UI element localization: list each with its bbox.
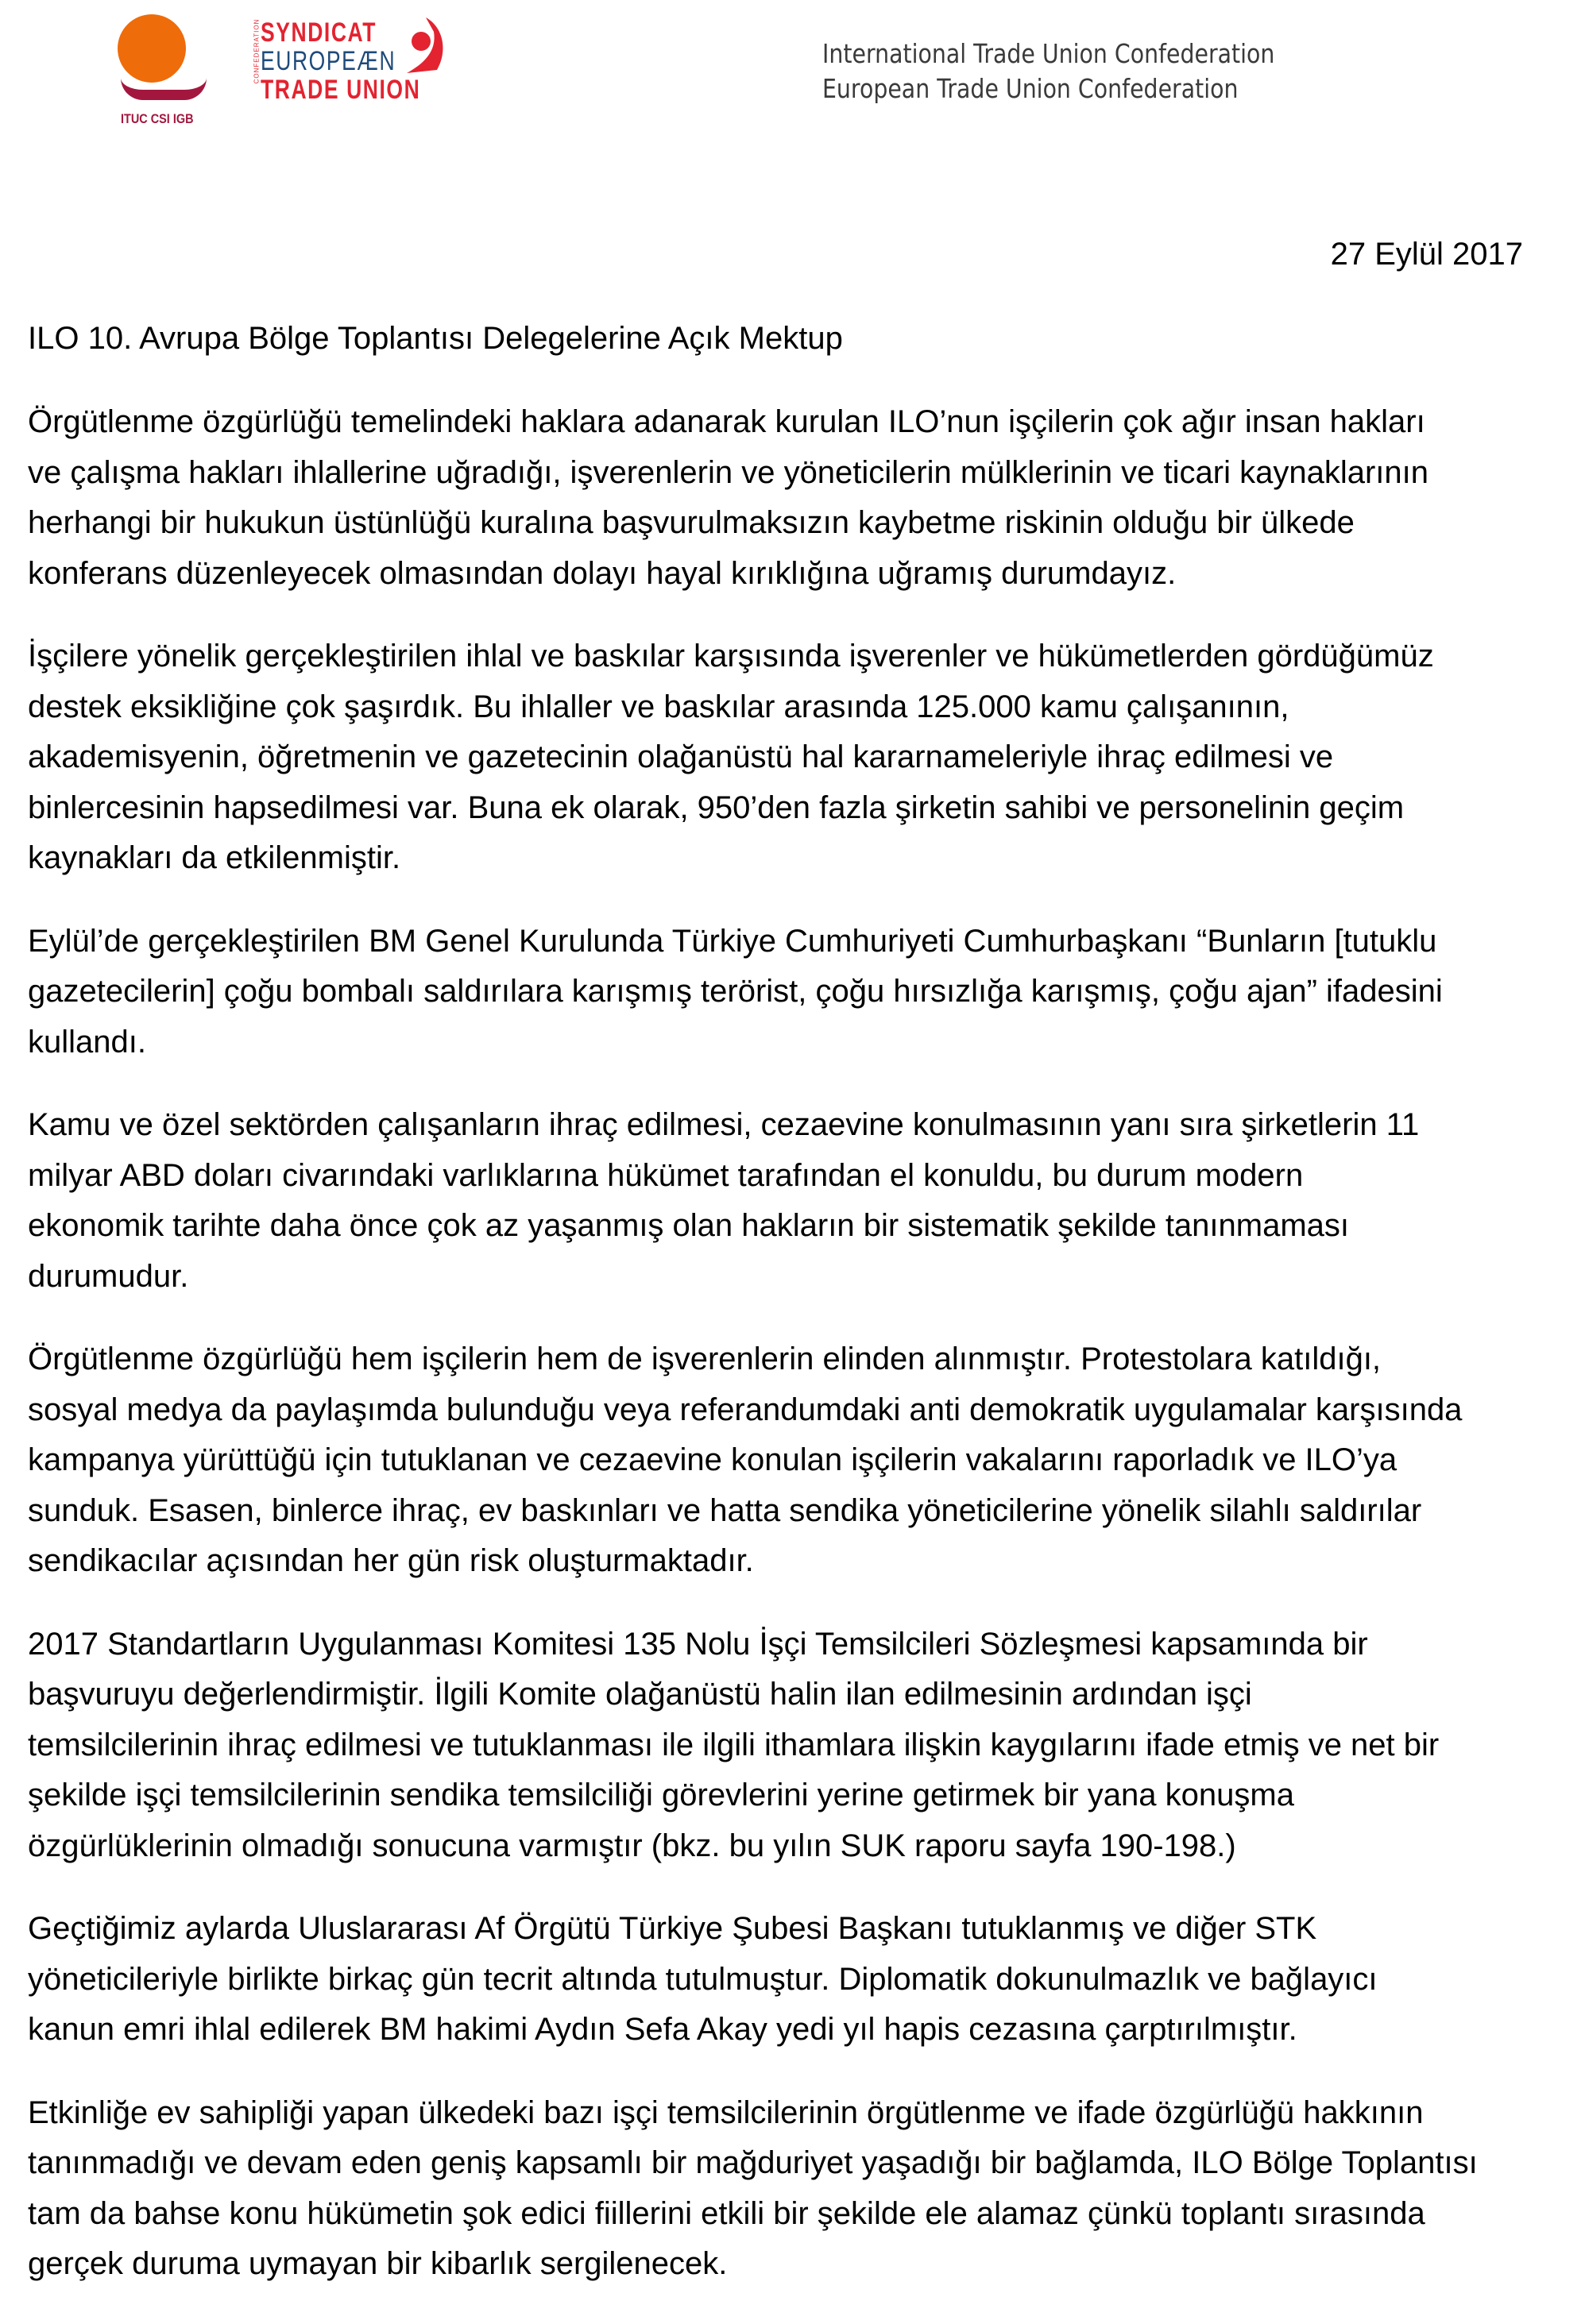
text-line: Örgütlenme özgürlüğü hem işçilerin hem de işverenlerin elinden alınmıştır. Protestolara katıldığı, [28, 1342, 1382, 1376]
text-line: milyar ABD doları civarındaki varlıklarına hükümet tarafından el konuldu, bu durum modern [28, 1157, 1304, 1193]
text-line: İşçilere yönelik gerçekleştirilen ihlal ve baskılar karşısında işverenler ve hükümetlerden gördüğümüz [28, 639, 1434, 674]
text-line: Örgütlenme özgürlüğü temelindeki haklara adanarak kurulan ILO’nun işçilerin çok ağır insan hakları [28, 404, 1425, 439]
text-line: ve çalışma hakları ihlallerine uğradığı, işverenlerin ve yöneticilerin mülklerinin ve ticari kaynaklarının [28, 454, 1429, 490]
text-line: kanun emri ihlal edilerek BM hakimi Aydın Sefa Akay yedi yıl hapis cezasına çarptırılmıştır. [28, 2012, 1297, 2047]
text-line: gerçek duruma uymayan bir kibarlık sergilenecek. [28, 2246, 728, 2281]
etuc-line-3: TRADE UNION [261, 75, 421, 105]
text-line: özgürlüklerinin olmadığı sonucuna varmıştır (bkz. bu yılın SUK raporu sayfa 190-198.) [28, 1828, 1236, 1863]
text-line: binlercesinin hapsedilmesi var. Buna ek olarak, 950’den fazla şirketin sahibi ve personelinin geçim [28, 789, 1405, 825]
text-line: tam da bahse konu hükümetin şok edici fiillerini etkili bir şekilde ele alamaz çünkü toplantı sırasında [28, 2195, 1425, 2231]
org-name-etuc: European Trade Union Confederation [822, 73, 1239, 104]
paragraph-7 [28, 1904, 1557, 2056]
letter-body [28, 397, 1557, 2322]
text-line: başvuruyu değerlendirmiştir. İlgili Komite olağanüstü halin ilan edilmesinin ardından işçi [28, 1677, 1252, 1712]
header-org-names [822, 37, 1274, 106]
letter-date: 27 Eylül 2017 [1330, 237, 1523, 272]
paragraph-5 [28, 1334, 1557, 1587]
etuc-side-text: CONFEDERATION [253, 18, 261, 84]
paragraph-1 [28, 397, 1557, 599]
text-line: herhangi bir hukukun üstünlüğü kuralına başvurulmaksızın kaybetme riskinin olduğu bir ülkede [28, 505, 1355, 540]
text-line: kullandı. [28, 1024, 146, 1060]
text-line: kampanya yürüttüğü için tutuklanan ve cezaevine konulan işçilerin vakalarını raporladık ve ILO’ya [28, 1442, 1398, 1477]
org-name-ituc: International Trade Union Confederation [822, 38, 1275, 69]
text-line: Geçtiğimiz aylarda Uluslararası Af Örgütü Türkiye Şubesi Başkanı tutuklanmış ve diğer STK [28, 1911, 1317, 1946]
paragraph-6 [28, 1619, 1557, 1872]
ituc-logo-label: ITUC CSI IGB [121, 111, 194, 126]
ituc-logo [111, 11, 211, 130]
text-line: tanınmadığı ve devam eden geniş kapsamlı bir mağduriyet yaşadığı bir bağlamda, ILO Bölge Toplantısı [28, 2145, 1478, 2180]
paragraph-4 [28, 1100, 1557, 1302]
letter-title: ILO 10. Avrupa Bölge Toplantısı Delegelerine Açık Mektup [28, 321, 843, 356]
text-line: konferans düzenleyecek olmasından dolayı hayal kırıklığına uğramış durumdayız. [28, 555, 1177, 591]
text-line: temsilcilerinin ihraç edilmesi ve tutuklanması ile ilgili ithamlara ilişkin kaygılarını ifade etmiş ve net bir [28, 1727, 1440, 1762]
paragraph-3 [28, 917, 1557, 1068]
text-line: 2017 Standartların Uygulanması Komitesi 135 Nolu İşçi Temsilcileri Sözleşmesi kapsamında bir [28, 1626, 1368, 1662]
ituc-sun-icon [118, 14, 186, 83]
etuc-line-1: SYNDICAT [261, 17, 377, 48]
ituc-smile-icon [121, 78, 207, 100]
paragraph-8 [28, 2088, 1557, 2290]
paragraph-2 [28, 631, 1557, 884]
text-line: sosyal medya da paylaşımda bulunduğu veya referandumdaki anti demokratik uygulamalar karşısında [28, 1392, 1463, 1427]
text-line: şekilde işçi temsilcilerinin sendika temsilciliği görevlerini yerine getirmek bir yana konuşma [28, 1778, 1294, 1812]
text-line: ekonomik tarihte daha önce çok az yaşanmış olan hakların bir sistematik şekilde tanınmaması [28, 1208, 1350, 1243]
text-line: durumudur. [28, 1258, 189, 1294]
text-line: gazetecilerin] çoğu bombalı saldırılara karışmış terörist, çoğu hırsızlığa karışmış, çoğu ajan” ifadesini [28, 974, 1443, 1009]
etuc-line-2: EUROPEÆN [261, 46, 396, 76]
text-line: sunduk. Esasen, binlerce ihraç, ev baskınları ve hatta sendika yöneticilerine yönelik silahlı saldırılar [28, 1492, 1422, 1528]
text-line: Eylül’de gerçekleştirilen BM Genel Kurulunda Türkiye Cumhuriyeti Cumhurbaşkanı “Bunların [tutuklu [28, 923, 1437, 959]
text-line: Etkinliğe ev sahipliği yapan ülkedeki bazı işçi temsilcilerinin örgütlenme ve ifade özgürlüğü hakkının [28, 2094, 1424, 2130]
text-line: kaynakları da etkilenmiştir. [28, 840, 401, 875]
text-line: destek eksikliğine çok şaşırdık. Bu ihlaller ve baskılar arasında 125.000 kamu çalışanının, [28, 689, 1289, 724]
etuc-figure-icon [402, 14, 450, 86]
etuc-logo [245, 13, 443, 104]
text-line: akademisyenin, öğretmenin ve gazetecinin olağanüstü hal kararnameleriyle ihraç edilmesi ve [28, 739, 1334, 774]
text-line: Kamu ve özel sektörden çalışanların ihraç edilmesi, cezaevine konulmasının yanı sıra şirketlerin 11 [28, 1107, 1420, 1142]
text-line: yöneticileriyle birlikte birkaç gün tecrit altında tutulmuştur. Diplomatik dokunulmazlık ve bağlayıcı [28, 1961, 1378, 1997]
text-line: sendikacılar açısından her gün risk oluşturmaktadır. [28, 1543, 754, 1578]
